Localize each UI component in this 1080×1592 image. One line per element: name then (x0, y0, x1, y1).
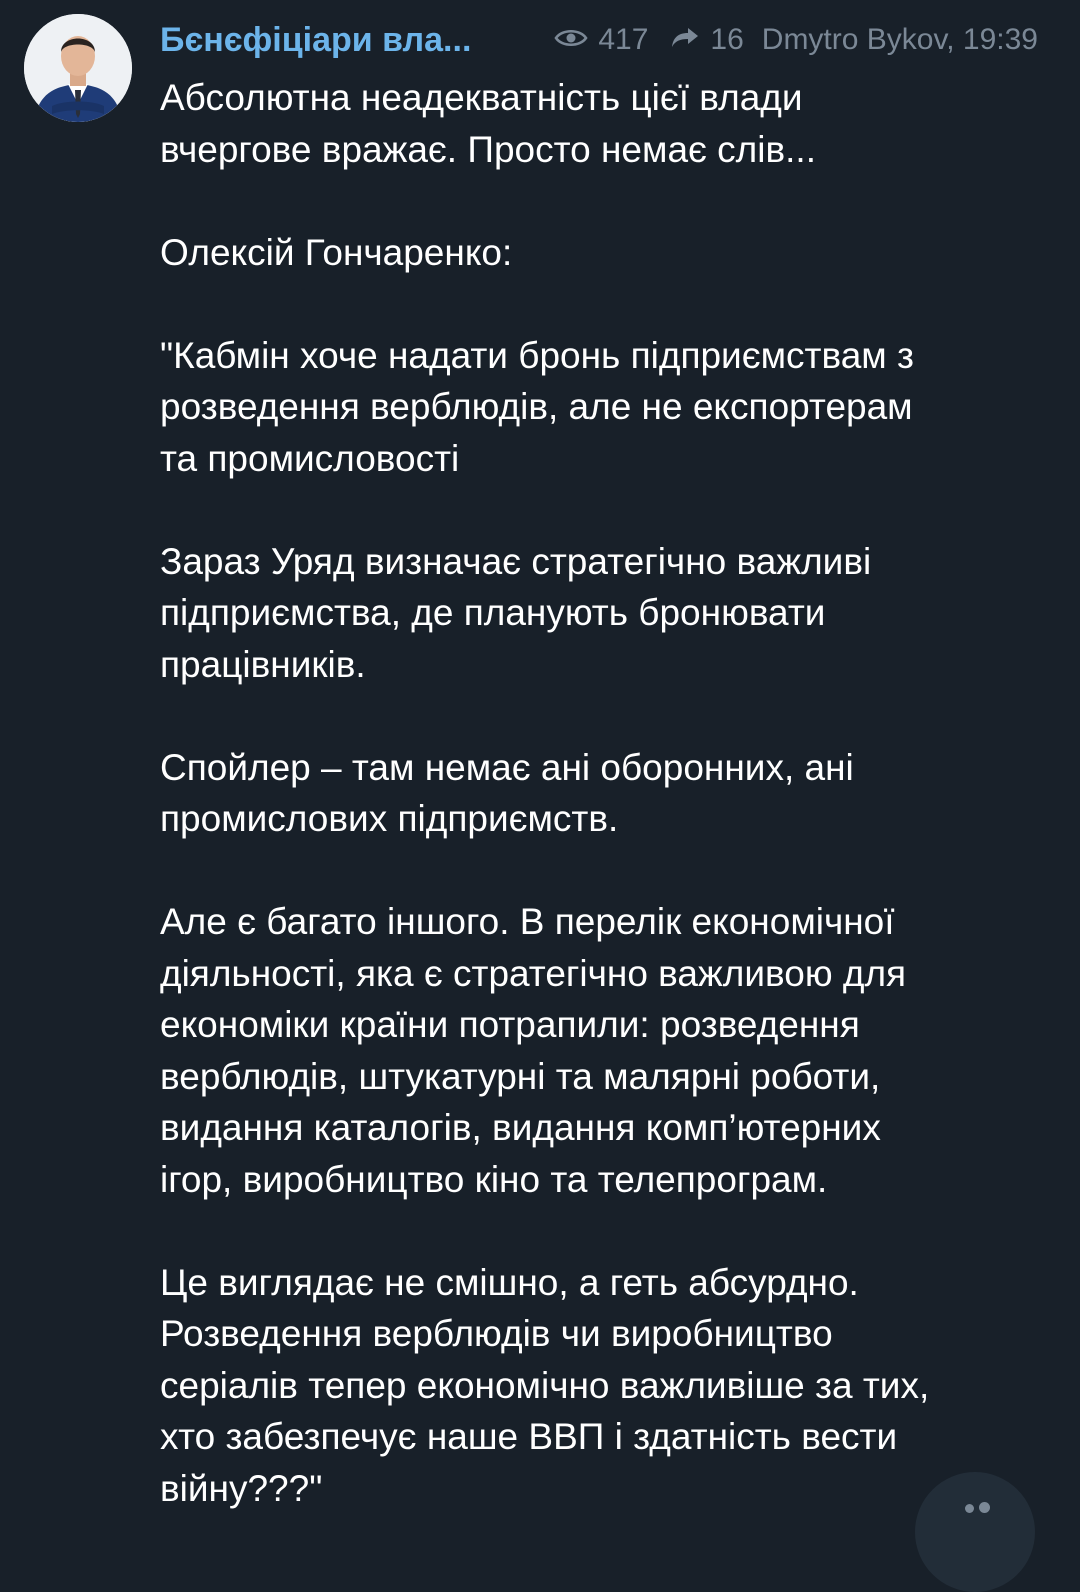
post-paragraph: Зараз Уряд визначає стратегічно важливі підприємства, де планують бронювати працівників. (160, 540, 872, 685)
post-paragraph: Але є багато іншого. В перелік економічної діяльності, яка є стратегічно важливою для економіки країни потрапили: розведення верблюдів, штукатурні та малярні роботи, видання каталогів, видання комп’ютерних ігор, виробництво кіно та телепрограм. (160, 901, 907, 1200)
forwards-count: 16 (710, 23, 744, 56)
post-paragraph: "Кабмін хоче надати бронь підприємствам з розведення верблюдів, але не експортерам та промисловості (160, 334, 914, 479)
scroll-down-button[interactable] (915, 1472, 1035, 1592)
post-paragraph: Це виглядає не смішно, а геть абсурдно. Розведення верблюдів чи виробництво серіалів тепер економічно важливіше за тих, хто забезпечує наше ВВП і здатність вести війну???" (160, 1261, 930, 1509)
post-paragraph: Спойлер – там немає ані оборонних, ані промислових підприємств. (160, 746, 854, 839)
channel-name[interactable]: Бєнєфіціари вла... (160, 21, 472, 59)
eye-icon (554, 23, 588, 57)
channel-avatar[interactable] (24, 14, 132, 122)
post-paragraph: Олексій Гончаренко: (160, 231, 513, 273)
post-header (160, 14, 1050, 64)
post-text (160, 72, 1040, 1514)
post-paragraph: Абсолютна неадекватність цієї влади вчергове вражає. Просто немає слів... (160, 77, 816, 170)
post-meta (554, 18, 1038, 62)
author-time: Dmytro Bykov, 19:39 (761, 23, 1038, 56)
share-arrow-icon (670, 23, 700, 57)
fab-icon (979, 1502, 990, 1513)
views-count: 417 (598, 23, 649, 56)
avatar-photo-icon (24, 14, 132, 122)
fab-icon (965, 1504, 974, 1513)
